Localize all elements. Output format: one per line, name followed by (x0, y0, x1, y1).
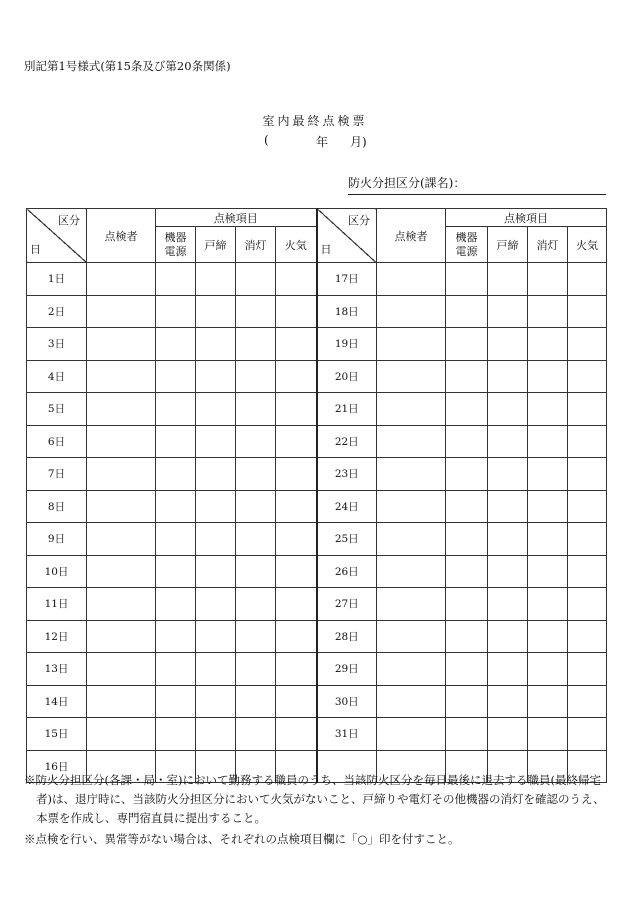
day-row (27, 685, 607, 718)
fire-check-cell[interactable] (276, 718, 317, 751)
fire-check-cell[interactable] (276, 393, 317, 426)
lights-off-check-cell[interactable] (528, 685, 568, 718)
day-cell: 11日 (27, 588, 87, 621)
inspection-table (26, 208, 607, 783)
equipment-power-check-cell[interactable] (156, 555, 196, 588)
equipment-power-check-cell[interactable] (446, 295, 488, 328)
lights-off-check-cell[interactable] (236, 555, 276, 588)
day-cell: 31日 (317, 718, 377, 751)
day-cell: 6日 (27, 425, 87, 458)
equipment-power-check-cell[interactable] (446, 458, 488, 491)
equipment-power-check-cell[interactable] (156, 295, 196, 328)
inspector-cell[interactable] (377, 523, 446, 556)
lights-off-check-cell[interactable] (528, 360, 568, 393)
fire-check-cell[interactable] (276, 458, 317, 491)
lockup-check-cell[interactable] (196, 490, 236, 523)
inspector-cell[interactable] (87, 685, 156, 718)
lockup-check-cell[interactable] (488, 588, 528, 621)
lights-off-check-cell[interactable] (528, 458, 568, 491)
fire-check-cell[interactable] (276, 360, 317, 393)
day-row (27, 425, 607, 458)
lockup-check-cell[interactable] (196, 458, 236, 491)
equipment-power-check-cell[interactable] (446, 328, 488, 361)
lights-off-check-cell[interactable] (528, 490, 568, 523)
fire-check-cell[interactable] (568, 458, 607, 491)
fire-check-cell[interactable] (568, 718, 607, 751)
day-cell: 29日 (317, 653, 377, 686)
day-row (27, 490, 607, 523)
day-cell: 2日 (27, 295, 87, 328)
lockup-check-cell[interactable] (196, 393, 236, 426)
equipment-power-check-cell[interactable] (446, 588, 488, 621)
fire-check-cell[interactable] (568, 523, 607, 556)
equipment-power-check-cell[interactable] (446, 523, 488, 556)
day-cell: 18日 (317, 295, 377, 328)
lights-off-check-cell[interactable] (236, 263, 276, 296)
fire-check-cell[interactable] (568, 490, 607, 523)
equipment-power-check-cell[interactable] (446, 620, 488, 653)
kubun-label: 区分 (348, 214, 370, 227)
inspector-cell[interactable] (87, 458, 156, 491)
lights-off-check-cell[interactable] (236, 718, 276, 751)
day-cell: 14日 (27, 685, 87, 718)
fire-check-cell[interactable] (568, 620, 607, 653)
fire-check-cell[interactable] (276, 295, 317, 328)
equipment-power-check-cell[interactable] (156, 523, 196, 556)
day-label: 日 (320, 243, 332, 256)
day-cell: 24日 (317, 490, 377, 523)
inspector-cell[interactable] (87, 555, 156, 588)
item-lights-off-header: 消灯 (236, 227, 276, 263)
equipment-power-check-cell[interactable] (156, 458, 196, 491)
lockup-check-cell[interactable] (196, 295, 236, 328)
period-open-paren: ( (264, 133, 269, 147)
department-label: 防火分担区分(課名)： (348, 176, 466, 190)
inspector-cell[interactable] (377, 328, 446, 361)
day-cell: 20日 (317, 360, 377, 393)
fire-check-cell[interactable] (276, 588, 317, 621)
day-cell: 4日 (27, 360, 87, 393)
department-field[interactable] (348, 174, 606, 195)
lights-off-check-cell[interactable] (236, 588, 276, 621)
day-cell: 13日 (27, 653, 87, 686)
lights-off-check-cell[interactable] (236, 653, 276, 686)
fire-check-cell[interactable] (276, 425, 317, 458)
inspector-cell[interactable] (87, 588, 156, 621)
lights-off-check-cell[interactable] (236, 458, 276, 491)
fire-check-cell[interactable] (568, 425, 607, 458)
inspector-cell[interactable] (377, 588, 446, 621)
note-1: ※防火分担区分(各課・局・室)において勤務する職員のうち、当該防火区分を毎日最後に退去する職員(最終帰宅者)は、退庁時に、当該防火分担区分において火気がないこと、戸締りや電灯その他機器の消灯を確認のうえ、本票を作成し、専門宿直員に提出すること。 (24, 773, 605, 825)
lockup-check-cell[interactable] (488, 263, 528, 296)
day-row (27, 328, 607, 361)
lockup-check-cell[interactable] (196, 555, 236, 588)
day-cell: 19日 (317, 328, 377, 361)
fire-check-cell[interactable] (568, 588, 607, 621)
inspector-cell[interactable] (377, 360, 446, 393)
lockup-check-cell[interactable] (488, 458, 528, 491)
day-row (27, 523, 607, 556)
day-cell: 8日 (27, 490, 87, 523)
header-row-top (27, 209, 607, 227)
form-title: 室内最終点検票 (262, 114, 368, 128)
inspector-cell[interactable] (377, 393, 446, 426)
item-lockup-header: 戸締 (196, 227, 236, 263)
inspector-cell[interactable] (87, 328, 156, 361)
equipment-power-check-cell[interactable] (156, 685, 196, 718)
fire-check-cell[interactable] (568, 653, 607, 686)
lights-off-check-cell[interactable] (236, 620, 276, 653)
day-row (27, 718, 607, 751)
period-line (254, 133, 384, 149)
day-row (27, 588, 607, 621)
lights-off-check-cell[interactable] (236, 523, 276, 556)
equipment-power-check-cell[interactable] (446, 263, 488, 296)
fire-check-cell[interactable] (568, 295, 607, 328)
fire-check-cell[interactable] (276, 490, 317, 523)
equipment-power-check-cell[interactable] (446, 425, 488, 458)
day-row (27, 295, 607, 328)
period-year-label: 年 (316, 135, 329, 149)
day-label: 日 (30, 243, 41, 256)
day-cell: 5日 (27, 393, 87, 426)
equipment-power-check-cell[interactable] (156, 328, 196, 361)
fire-check-cell[interactable] (276, 685, 317, 718)
equipment-power-check-cell[interactable] (446, 653, 488, 686)
day-row (27, 555, 607, 588)
fire-check-cell[interactable] (276, 328, 317, 361)
fire-check-cell[interactable] (568, 360, 607, 393)
lockup-check-cell[interactable] (488, 620, 528, 653)
day-row (27, 393, 607, 426)
kubun-day-corner (27, 209, 87, 263)
inspector-cell[interactable] (87, 490, 156, 523)
day-cell: 23日 (317, 458, 377, 491)
inspector-header: 点検者 (87, 209, 156, 263)
lockup-check-cell[interactable] (488, 653, 528, 686)
day-cell: 30日 (317, 685, 377, 718)
equipment-power-check-cell[interactable] (156, 360, 196, 393)
lights-off-check-cell[interactable] (236, 425, 276, 458)
equipment-power-check-cell[interactable] (156, 263, 196, 296)
day-row (27, 653, 607, 686)
equipment-power-check-cell[interactable] (156, 588, 196, 621)
lockup-check-cell[interactable] (488, 328, 528, 361)
inspector-cell[interactable] (87, 620, 156, 653)
inspector-cell[interactable] (377, 458, 446, 491)
day-cell: 25日 (317, 523, 377, 556)
lights-off-check-cell[interactable] (528, 328, 568, 361)
lockup-check-cell[interactable] (196, 620, 236, 653)
day-row (27, 263, 607, 296)
day-cell: 21日 (317, 393, 377, 426)
equipment-power-check-cell[interactable] (156, 393, 196, 426)
lights-off-check-cell[interactable] (528, 653, 568, 686)
form-number-label: 別記第1号様式(第15条及び第20条関係) (24, 59, 231, 73)
lockup-check-cell[interactable] (196, 588, 236, 621)
lockup-check-cell[interactable] (196, 653, 236, 686)
lights-off-check-cell[interactable] (236, 360, 276, 393)
lockup-check-cell[interactable] (196, 718, 236, 751)
inspector-cell[interactable] (377, 685, 446, 718)
item-equipment-power-header: 機器 電源 (446, 227, 488, 263)
note-2: ※点検を行い、異常等がない場合は、それぞれの点検項目欄に「○」印を付すこと。 (24, 832, 460, 846)
lights-off-check-cell[interactable] (236, 685, 276, 718)
equipment-power-check-cell[interactable] (446, 718, 488, 751)
day-cell: 15日 (27, 718, 87, 751)
equipment-power-check-cell[interactable] (156, 620, 196, 653)
fire-check-cell[interactable] (276, 263, 317, 296)
inspector-cell[interactable] (377, 425, 446, 458)
day-cell: 27日 (317, 588, 377, 621)
day-cell: 7日 (27, 458, 87, 491)
item-lights-off-header: 消灯 (528, 227, 568, 263)
inspector-cell[interactable] (87, 360, 156, 393)
item-lockup-header: 戸締 (488, 227, 528, 263)
inspector-cell[interactable] (377, 653, 446, 686)
equipment-power-check-cell[interactable] (446, 360, 488, 393)
inspector-cell[interactable] (87, 295, 156, 328)
inspector-cell[interactable] (377, 295, 446, 328)
fire-check-cell[interactable] (568, 555, 607, 588)
fire-check-cell[interactable] (568, 393, 607, 426)
day-rows (27, 263, 607, 783)
fire-check-cell[interactable] (276, 555, 317, 588)
inspector-cell[interactable] (87, 263, 156, 296)
period-month-label: 月) (350, 135, 367, 149)
lockup-check-cell[interactable] (488, 685, 528, 718)
day-cell: 12日 (27, 620, 87, 653)
items-header: 点検項目 (446, 209, 607, 227)
equipment-power-check-cell[interactable] (446, 555, 488, 588)
kubun-label: 区分 (58, 214, 80, 227)
lockup-check-cell[interactable] (196, 263, 236, 296)
day-cell: 16日 (27, 750, 87, 783)
item-fire-header: 火気 (568, 227, 607, 263)
equipment-power-check-cell[interactable] (446, 393, 488, 426)
lights-off-check-cell[interactable] (236, 328, 276, 361)
day-cell: 3日 (27, 328, 87, 361)
inspector-cell[interactable] (87, 393, 156, 426)
equipment-power-check-cell[interactable] (446, 685, 488, 718)
fire-check-cell[interactable] (568, 685, 607, 718)
lights-off-check-cell[interactable] (236, 490, 276, 523)
day-row (27, 458, 607, 491)
inspector-cell[interactable] (87, 653, 156, 686)
lights-off-check-cell[interactable] (528, 523, 568, 556)
fire-check-cell[interactable] (276, 523, 317, 556)
lockup-check-cell[interactable] (488, 360, 528, 393)
lockup-check-cell[interactable] (488, 425, 528, 458)
item-fire-header: 火気 (276, 227, 317, 263)
lights-off-check-cell[interactable] (236, 295, 276, 328)
lockup-check-cell[interactable] (196, 328, 236, 361)
equipment-power-check-cell[interactable] (156, 490, 196, 523)
lockup-check-cell[interactable] (488, 393, 528, 426)
inspector-cell[interactable] (87, 523, 156, 556)
day-cell: 10日 (27, 555, 87, 588)
lockup-check-cell[interactable] (196, 425, 236, 458)
lights-off-check-cell[interactable] (236, 393, 276, 426)
lockup-check-cell[interactable] (488, 555, 528, 588)
day-row (27, 360, 607, 393)
lights-off-check-cell[interactable] (528, 295, 568, 328)
fire-check-cell[interactable] (568, 263, 607, 296)
fire-check-cell[interactable] (568, 328, 607, 361)
lights-off-check-cell[interactable] (528, 588, 568, 621)
day-cell: 9日 (27, 523, 87, 556)
lights-off-check-cell[interactable] (528, 620, 568, 653)
notes (24, 771, 614, 851)
lockup-check-cell[interactable] (196, 523, 236, 556)
equipment-power-check-cell[interactable] (446, 490, 488, 523)
inspector-cell[interactable] (377, 555, 446, 588)
inspector-cell[interactable] (87, 718, 156, 751)
lights-off-check-cell[interactable] (528, 718, 568, 751)
lights-off-check-cell[interactable] (528, 263, 568, 296)
fire-check-cell[interactable] (276, 653, 317, 686)
inspector-cell[interactable] (87, 425, 156, 458)
item-equipment-power-header: 機器 電源 (156, 227, 196, 263)
equipment-power-check-cell[interactable] (156, 718, 196, 751)
lockup-check-cell[interactable] (488, 295, 528, 328)
lights-off-check-cell[interactable] (528, 555, 568, 588)
inspector-header: 点検者 (377, 209, 446, 263)
day-row (27, 620, 607, 653)
lights-off-check-cell[interactable] (528, 393, 568, 426)
lockup-check-cell[interactable] (488, 718, 528, 751)
inspector-cell[interactable] (377, 490, 446, 523)
items-header: 点検項目 (156, 209, 317, 227)
lockup-check-cell[interactable] (488, 490, 528, 523)
equipment-power-check-cell[interactable] (156, 425, 196, 458)
fire-check-cell[interactable] (276, 620, 317, 653)
lockup-check-cell[interactable] (488, 523, 528, 556)
lights-off-check-cell[interactable] (528, 425, 568, 458)
day-cell: 22日 (317, 425, 377, 458)
equipment-power-check-cell[interactable] (156, 653, 196, 686)
lockup-check-cell[interactable] (196, 360, 236, 393)
day-cell: 17日 (317, 263, 377, 296)
lockup-check-cell[interactable] (196, 685, 236, 718)
inspector-cell[interactable] (377, 263, 446, 296)
inspector-cell[interactable] (377, 718, 446, 751)
day-cell: 28日 (317, 620, 377, 653)
kubun-day-corner (317, 209, 377, 263)
day-cell: 26日 (317, 555, 377, 588)
inspector-cell[interactable] (377, 620, 446, 653)
day-cell: 1日 (27, 263, 87, 296)
